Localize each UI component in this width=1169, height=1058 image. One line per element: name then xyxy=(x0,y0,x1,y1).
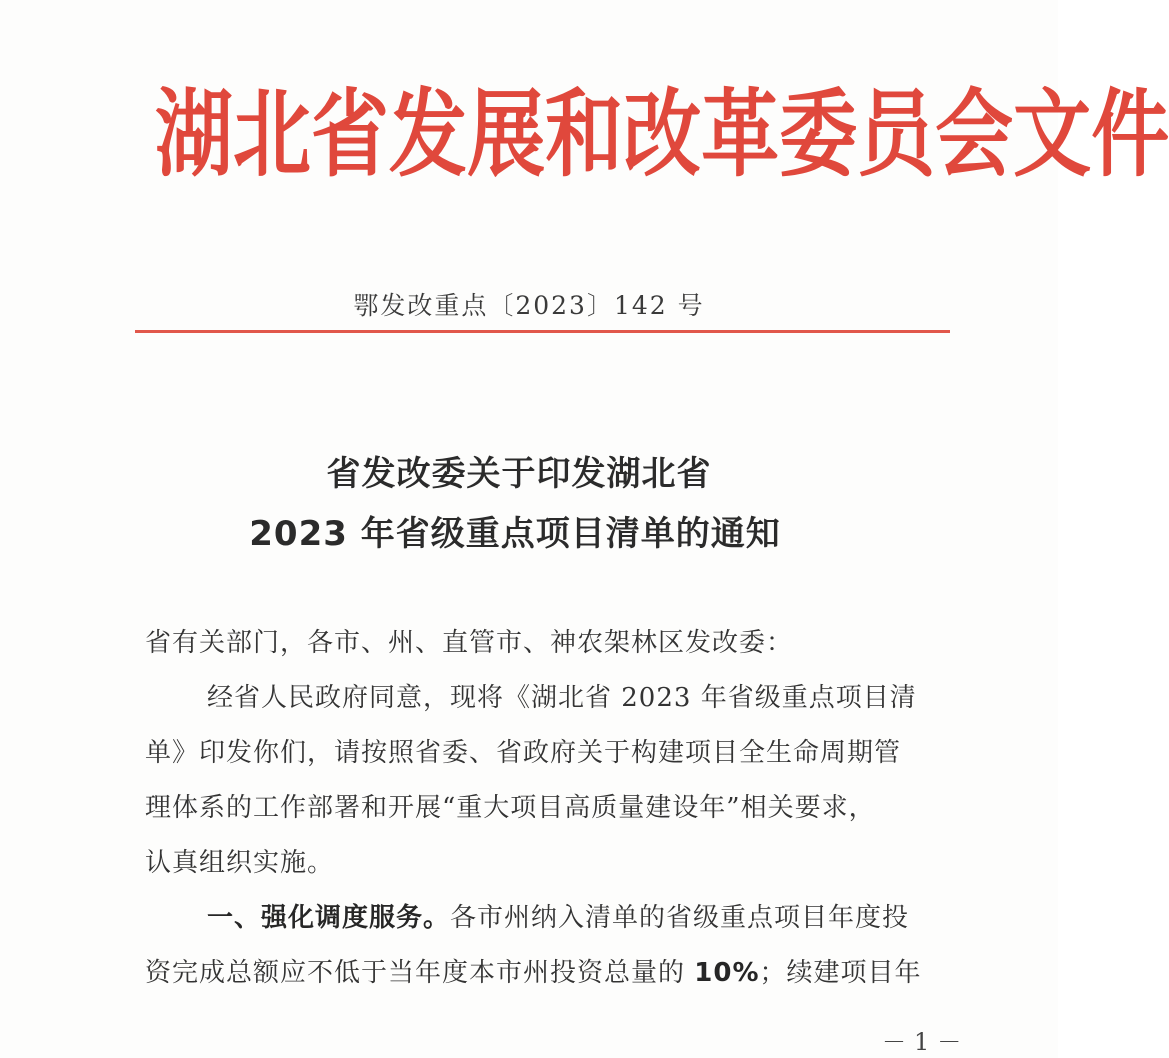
masthead-char: 发 xyxy=(389,79,468,191)
paragraph-line: 经省人民政府同意，现将《湖北省 2023 年省级重点项目清 xyxy=(207,683,917,713)
paragraph-line: 单》印发你们，请按照省委、省政府关于构建项目全生命周期管 xyxy=(145,738,902,768)
masthead-char: 改 xyxy=(623,79,702,191)
section-1-text-pre: 资完成总额应不低于当年度本市州投资总量的 xyxy=(145,958,695,988)
masthead-char: 展 xyxy=(467,79,546,191)
percent-value: 10% xyxy=(694,958,760,988)
masthead-char: 和 xyxy=(545,79,624,191)
masthead-char: 委 xyxy=(779,79,858,191)
section-1-line-1 xyxy=(207,897,909,934)
red-divider-line xyxy=(135,330,950,333)
paragraph-line: 理体系的工作部署和开展“重大项目高质量建设年”相关要求， xyxy=(145,793,876,823)
section-1-line-2 xyxy=(145,952,922,989)
masthead-char: 文 xyxy=(1013,79,1092,191)
notice-title-line-2: 2023 年省级重点项目清单的通知 xyxy=(249,514,781,554)
masthead-char: 会 xyxy=(935,79,1014,191)
masthead-char: 员 xyxy=(857,79,936,191)
section-1-text-post: ；续建项目年 xyxy=(759,958,922,988)
masthead-title xyxy=(155,62,1169,208)
paragraph-line: 认真组织实施。 xyxy=(145,848,335,878)
masthead-char: 湖 xyxy=(155,79,234,191)
masthead-char: 北 xyxy=(233,79,312,191)
addressee-line: 省有关部门，各市、州、直管市、神农架林区发改委： xyxy=(145,628,794,658)
masthead-char: 省 xyxy=(311,79,390,191)
masthead-char: 件 xyxy=(1091,79,1169,191)
notice-title-line-1: 省发改委关于印发湖北省 xyxy=(326,454,712,494)
document-number: 鄂发改重点〔2023〕142 号 xyxy=(353,291,705,320)
section-1-text: 各市州纳入清单的省级重点项目年度投 xyxy=(450,903,910,933)
section-1-heading: 一、强化调度服务。 xyxy=(207,903,451,933)
page-number: －1－ xyxy=(882,1028,970,1056)
masthead-char: 革 xyxy=(701,79,780,191)
